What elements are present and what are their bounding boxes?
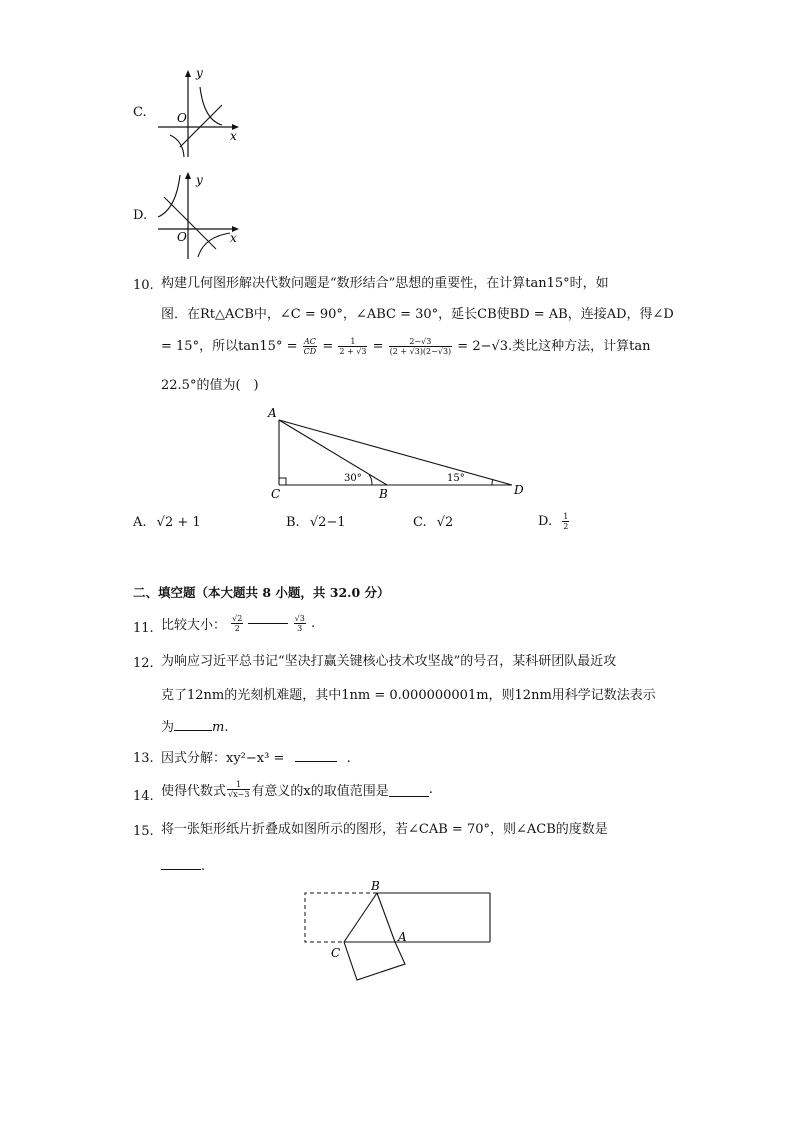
option-text: √2−1 <box>309 515 346 530</box>
q10-frac-1-over: $\frac{1}{2 + √3}$ <box>339 337 367 356</box>
label-c: C <box>331 946 341 960</box>
q10-line-4: 22.5°的值为( ) <box>161 378 259 393</box>
q15-number: 15. <box>133 824 154 839</box>
q10-option-b[interactable] <box>286 515 346 530</box>
q15-line-1: 将一张矩形纸片折叠成如图所示的图形，若∠CAB = 70°，则∠ACB的度数是 <box>161 822 608 837</box>
right-angle-mark <box>279 478 286 485</box>
q13-post: . <box>346 751 351 766</box>
hyperbola-branch-2 <box>170 135 184 157</box>
q10-number: 10. <box>133 278 154 293</box>
q14-end: . <box>428 782 433 797</box>
q10-option-a[interactable] <box>133 515 201 530</box>
angle-b-arc <box>369 475 372 485</box>
line-graph <box>164 197 216 249</box>
q12-line-2: 克了12nm的光刻机难题，其中1nm = 0.000000001m，则12nm用科学记数法表示 <box>161 688 656 703</box>
q10-option-d[interactable] <box>538 512 570 531</box>
q11-post: . <box>310 616 316 631</box>
q11-pre: 比较大小： <box>161 618 227 633</box>
q10-line-3 <box>161 337 651 357</box>
q12-line-1: 为响应习近平总书记“坚决打赢关键核心技术攻坚战”的号召，某科研团队最近攻 <box>161 654 617 669</box>
label-a: A <box>398 930 407 944</box>
q12-answer-blank[interactable] <box>174 716 212 731</box>
q9-option-d-label: D. <box>133 208 148 223</box>
q9-option-d-graph <box>150 167 245 262</box>
label-d: D <box>514 483 524 497</box>
label-b: B <box>379 487 388 501</box>
segment-ad <box>279 420 512 485</box>
q14-content <box>161 780 433 799</box>
q15-folded-rectangle-figure <box>295 878 500 986</box>
x-axis-label: x <box>230 231 237 245</box>
q10-frac-rationalized: $\frac{2-√3}{(2 + √3)(2-√3)}$ <box>389 337 452 356</box>
q12-line-3-pre: 为 <box>161 720 175 735</box>
hyperbola-branch-2 <box>198 233 230 257</box>
angle-d-label: 15° <box>447 473 465 484</box>
section-2-title: 二、填空题（本大题共 8 小题，共 32.0 分） <box>133 585 390 600</box>
q10-option-c[interactable] <box>413 515 453 530</box>
q14-answer-blank[interactable] <box>389 782 429 797</box>
q12-line-3-post: m. <box>212 720 229 735</box>
q11-number: 11. <box>133 621 154 636</box>
q10-eq-1: = <box>322 339 334 354</box>
angle-d-arc <box>492 479 493 485</box>
option-label: B. <box>286 515 300 530</box>
dashed-original-rectangle <box>305 893 377 942</box>
segment-ba <box>377 893 395 942</box>
q10-line-1: 构建几何图形解决代数问题是“数形结合”思想的重要性，在计算tan15°时，如 <box>161 276 609 291</box>
q11-frac-b: $\frac{√3}{3}$ <box>294 614 305 633</box>
segment-ab <box>279 420 387 485</box>
q15-line-2-post: . <box>201 859 206 874</box>
q13-answer-blank[interactable] <box>295 747 337 762</box>
q14-pre: 使得代数式 <box>161 784 227 799</box>
q9-option-c-graph <box>150 65 245 160</box>
x-axis-label: x <box>230 129 237 143</box>
q11-frac-a: $\frac{√2}{2}$ <box>232 614 243 633</box>
q10-frac-ac-cd: $\frac{AC}{CD}$ <box>303 337 317 356</box>
origin-label: O <box>177 111 187 125</box>
option-label: D. <box>538 514 553 529</box>
q10-line-3-post: = 2−√3.类比这种方法，计算tan <box>457 339 651 354</box>
hyperbola-branch-1 <box>158 175 180 217</box>
q13-number: 13. <box>133 751 154 766</box>
label-c: C <box>271 487 281 501</box>
q10-line-3-pre: = 15°，所以tan15° = <box>161 339 298 354</box>
q10-line-2: 图．在Rt△ACB中，∠C = 90°，∠ABC = 30°，延长CB使BD = AB，连接AD，得∠D <box>161 307 674 322</box>
q14-frac: $\frac{1}{√x-3}$ <box>228 780 250 799</box>
y-axis-arrow <box>185 172 191 179</box>
angle-b-label: 30° <box>344 473 362 484</box>
q13-content <box>161 747 351 769</box>
hyperbola-branch-1 <box>200 87 222 125</box>
q13-text: 因式分解：xy²−x³ = <box>161 751 285 766</box>
y-axis-label: y <box>196 173 203 187</box>
q14-post: 有意义的x的取值范围是 <box>251 784 389 799</box>
option-label: C. <box>413 515 427 530</box>
option-label: A. <box>133 515 147 530</box>
origin-label: O <box>177 230 187 244</box>
option-fraction: $\frac{1}{2}$ <box>563 512 569 531</box>
label-a: A <box>268 406 277 420</box>
option-text: √2 + 1 <box>156 515 201 530</box>
q15-answer-blank[interactable] <box>161 855 201 870</box>
label-b: B <box>371 879 380 893</box>
y-axis-label: y <box>196 66 203 80</box>
q15-line-2 <box>161 855 205 877</box>
q14-number: 14. <box>133 789 154 804</box>
q9-option-c-label: C. <box>133 105 147 120</box>
q12-line-3 <box>161 716 228 738</box>
fold-line-cb <box>344 893 377 942</box>
q10-triangle-figure <box>262 402 537 502</box>
folded-flap <box>344 942 405 980</box>
option-text: √2 <box>436 515 454 530</box>
q10-eq-2: = <box>372 339 384 354</box>
y-axis-arrow <box>185 70 191 77</box>
q11-answer-blank[interactable] <box>248 623 288 624</box>
q11-content <box>161 614 315 633</box>
q12-number: 12. <box>133 656 154 671</box>
